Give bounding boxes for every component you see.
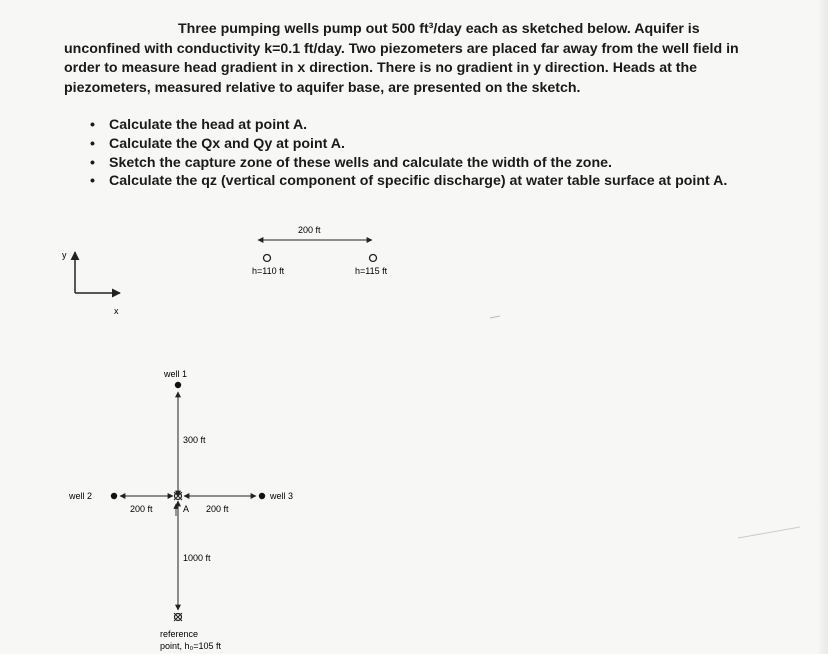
piezometers xyxy=(252,225,388,276)
problem-line-4: piezometers, measured relative to aquifer base, are presented on the sketch. xyxy=(64,79,581,96)
reference-point xyxy=(160,613,222,651)
well-3-label: well 3 xyxy=(270,491,294,501)
problem-line-3: order to measure head gradient in x direction. There is no gradient in y direction. Heads at the xyxy=(64,60,698,76)
task-text: Calculate the head at point A. xyxy=(109,117,308,133)
piezometer-1-head: h=110 ft xyxy=(252,266,285,276)
distance-well-1-label: 300 ft xyxy=(183,435,206,445)
bullet-icon: • xyxy=(90,135,95,152)
well-1-icon xyxy=(175,382,181,388)
well-3 xyxy=(259,491,293,501)
y-axis-label: y xyxy=(62,250,67,260)
task-text: Calculate the qz (vertical component of specific discharge) at water table surface at point A. xyxy=(109,173,728,190)
problem-line-2: unconfined with conductivity k=0.1 ft/day. Two piezometers are placed far away from the well field in xyxy=(64,40,739,57)
well-2-icon xyxy=(111,493,117,499)
bullet-icon: • xyxy=(90,117,95,133)
well-2 xyxy=(68,491,117,501)
x-axis-label: x xyxy=(114,306,119,316)
well-1 xyxy=(163,369,187,388)
well-3-icon xyxy=(259,493,265,499)
reference-label-line-1: reference xyxy=(160,629,199,639)
task-text: Sketch the capture zone of these wells and calculate the width of the zone. xyxy=(109,154,612,171)
point-a-label: A xyxy=(183,504,190,514)
problem-line-1: Three pumping wells pump out 500 ft³/day each as sketched below. Aquifer is xyxy=(178,21,700,37)
piezometer-2-head: h=115 ft xyxy=(355,266,388,276)
bullet-icon: • xyxy=(90,154,95,171)
distance-well-2-label: 200 ft xyxy=(130,504,153,514)
well-2-label: well 2 xyxy=(69,491,93,501)
well-1-label: well 1 xyxy=(164,369,188,379)
bullet-icon: • xyxy=(90,173,95,190)
scan-edge-shadow xyxy=(818,0,828,654)
piezo-distance-label: 200 ft xyxy=(298,225,321,235)
coordinate-axes xyxy=(62,250,120,316)
distance-reference-label: 1000 ft xyxy=(183,553,211,563)
piezometer-1-icon xyxy=(264,255,271,262)
piezometer-2-icon xyxy=(370,255,377,262)
reference-label-line-2: point, h₀=105 ft xyxy=(160,641,222,651)
task-text: Calculate the Qx and Qy at point A. xyxy=(109,135,345,152)
distance-well-3-label: 200 ft xyxy=(206,504,229,514)
